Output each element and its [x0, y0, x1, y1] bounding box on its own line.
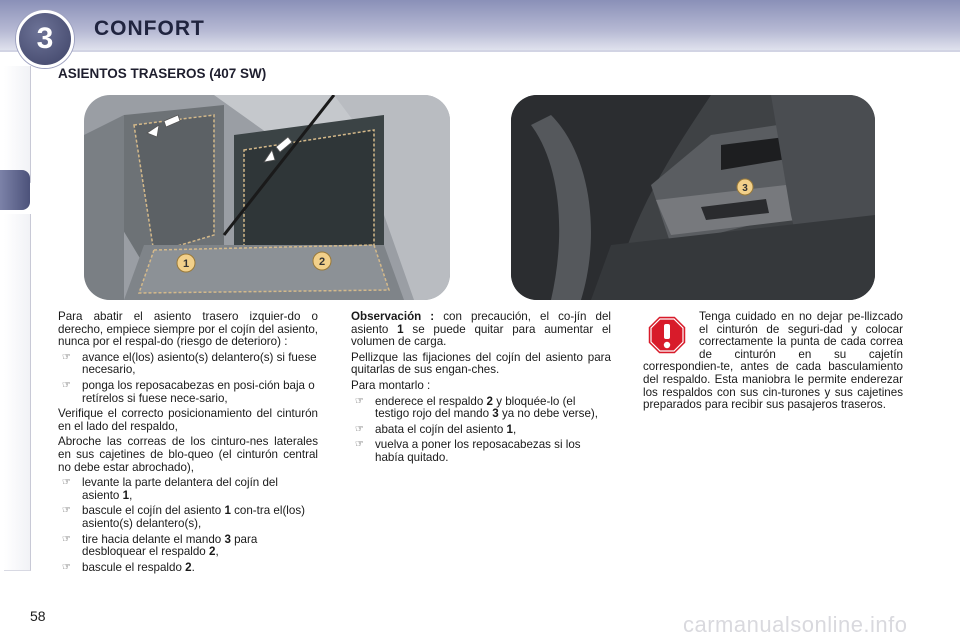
chapter-tab-6[interactable] [4, 334, 31, 395]
list-item: ☞ avance el(los) asiento(s) delantero(s) si fuese necesario, [62, 350, 317, 377]
instructions-column-1 [58, 311, 318, 577]
hand-pointer-icon: ☞ [355, 439, 364, 451]
list-item: ☞ abata el cojín del asiento 1, [355, 422, 517, 436]
header-divider [0, 50, 960, 52]
list-item: ☞ tire hacia delante el mando 3 para desbloquear el respaldo 2, [62, 532, 258, 559]
chapter-number-badge: 3 [16, 10, 74, 68]
warning-icon [647, 315, 687, 355]
list-item: ☞ levante la parte delantera del cojín del asiento 1, [62, 476, 278, 502]
chapter-tab-4[interactable] [4, 214, 31, 275]
chapter-tab-1[interactable] [4, 66, 31, 127]
bullet-list-prep [58, 352, 318, 405]
hand-pointer-icon: ☞ [62, 351, 71, 363]
seat-folding-photo [84, 95, 450, 300]
belt-check-paragraph: Verifique el correcto posicionamiento del cinturón en el lado del respaldo, [58, 407, 318, 433]
reassembly-heading: Para montarlo : [351, 378, 431, 392]
callout-3: 3 [742, 183, 748, 194]
hand-pointer-icon: ☞ [62, 561, 71, 573]
list-item: ☞ ponga los reposacabezas en posi-ción baja o retírelos si fuese nece-sario, [62, 378, 315, 405]
watermark: carmanualsonline.info [683, 612, 908, 637]
instructions-column-2 [351, 311, 611, 468]
chapter-tab-8[interactable] [4, 454, 31, 515]
callout-2: 2 [318, 256, 326, 268]
hand-pointer-icon: ☞ [62, 379, 71, 391]
chapter-tab-7[interactable] [4, 394, 31, 455]
hand-pointer-icon: ☞ [62, 477, 71, 489]
release-lever-photo [511, 95, 875, 300]
list-item: ☞ bascule el respaldo 2. [62, 560, 195, 574]
hand-pointer-icon: ☞ [355, 395, 364, 407]
bullet-list-folding [58, 477, 318, 574]
chapter-tabs [0, 66, 34, 572]
hand-pointer-icon: ☞ [355, 423, 364, 435]
list-item: ☞ bascule el cojín del asiento 1 con-tra el(los) asiento(s) delantero(s), [62, 504, 305, 530]
cushion-removal-paragraph: Pellizque las fijaciones del cojín del asiento para quitarlas de sus engan-ches. [351, 350, 611, 377]
warning-text: Tenga cuidado en no dejar pe-llizcado el cinturón de seguri-dad y colocar correctamente la punta de cada correa de cinturón en su cajetín correspondien-te, antes de cada basculamiento del respaldo. Esta maniobra le permite enderezar los respaldos con sus cin-turones y sus cajetines preparados para recibir sus pasajeros traseros. [643, 310, 903, 412]
callout-1: 1 [182, 258, 190, 270]
bullet-list-reassembly [351, 396, 611, 465]
chapter-tab-9[interactable] [4, 514, 31, 571]
hand-pointer-icon: ☞ [62, 505, 71, 517]
observation-paragraph: Observación : con precaución, el co-jín del asiento 1 se puede quitar para aumentar el volumen de carga. [351, 310, 611, 349]
section-title: ASIENTOS TRASEROS (407 SW) [58, 66, 267, 81]
chapter-tab-3-active[interactable] [0, 170, 30, 210]
page-number: 58 [30, 608, 46, 624]
hand-pointer-icon: ☞ [62, 533, 71, 545]
list-item: ☞ enderece el respaldo 2 y bloquée-lo (el testigo rojo del mando 3 ya no debe verse), [355, 394, 598, 421]
belt-fasten-paragraph: Abroche las correas de los cinturo-nes laterales en sus cajetines de blo-queo (el cinturón central no debe estar abrochado), [58, 435, 318, 474]
warning-column [643, 311, 903, 415]
chapter-title: CONFORT [94, 17, 205, 40]
list-item: ☞ vuelva a poner los reposacabezas si los había quitado. [355, 438, 581, 464]
chapter-tab-5[interactable] [4, 274, 31, 335]
intro-paragraph: Para abatir el asiento trasero izquier-do o derecho, empiece siempre por el cojín del asiento, nunca por el respal-do (riesgo de deterioro) : [58, 310, 318, 349]
